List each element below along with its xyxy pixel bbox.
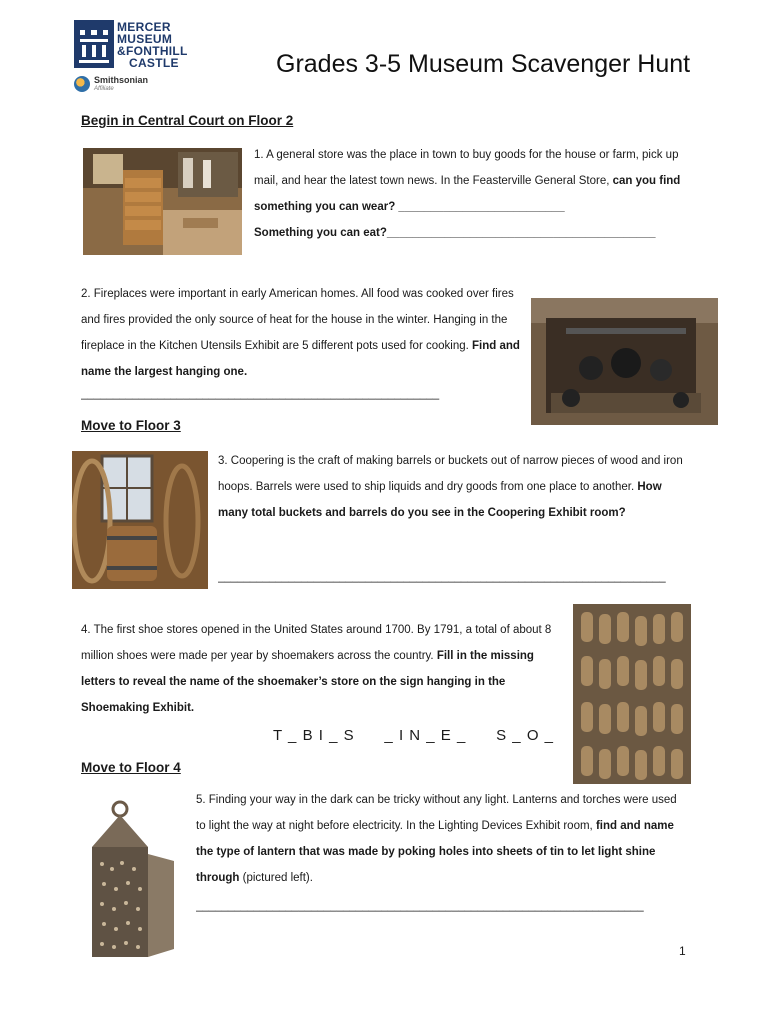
coopering-exhibit-photo [72, 451, 208, 589]
section-heading-floor-4: Move to Floor 4 [81, 760, 181, 775]
question-2-answer-line: ________________________________________________________ [81, 388, 440, 400]
question-3-text: 3. Coopering is the craft of making barrels or buckets out of narrow pieces of wood and iron hoops. Barrels were used to ship liquids and dry goods from one place to another. [218, 455, 683, 493]
question-2-text: 2. Fireplaces were important in early American homes. All food was cooked over fires and fires provided the only source of heat for the house in the winter. Hanging in the fireplace in the Kitchen Utensils Exhibit are 5 different pots used for cooking. [81, 288, 514, 352]
section-heading-floor-2: Begin in Central Court on Floor 2 [81, 113, 294, 128]
question-1-text: 1. A general store was the place in town to buy goods for the house or farm, pick up mail, and hear the latest town news. In the Feasterville General Store, [254, 149, 679, 187]
kitchen-fireplace-photo [531, 298, 718, 425]
page-title: Grades 3-5 Museum Scavenger Hunt [276, 50, 691, 78]
question-5-text: 5. Finding your way in the dark can be tricky without any light. Lanterns and torches were used to light the way at night before electricity. In the Lighting Devices Exhibit room, [196, 794, 677, 832]
question-1-prompt-wear: can you find something you can wear? __________________________ [254, 175, 681, 213]
section-heading-floor-3: Move to Floor 3 [81, 418, 181, 433]
missing-letters-puzzle: T _ B I _ S _ I N _ E _ S _ O _ [273, 727, 553, 744]
question-3-prompt: How many total buckets and barrels do you see in the Coopering Exhibit room? [218, 481, 662, 519]
question-3 [218, 448, 694, 526]
tin-lantern-photo [82, 799, 182, 967]
question-3-answer-line: ______________________________________________________________________ [218, 571, 666, 583]
affiliate-sub: Affiliate [94, 86, 114, 92]
logo-line: MUSEUM [117, 32, 173, 46]
museum-logo-castle-icon [74, 20, 114, 68]
question-4-text: 4. The first shoe stores opened in the United States around 1700. By 1791, a total of about 8 million shoes were made per year by shoemakers across the country. [81, 624, 552, 662]
page-number: 1 [679, 944, 686, 958]
smithsonian-affiliate-logo [94, 76, 148, 94]
affiliate-name: Smithsonian [94, 75, 149, 85]
question-5 [196, 787, 686, 891]
museum-logo-wordmark [117, 21, 188, 69]
question-5-prompt: find and name the type of lantern that was made by poking holes into sheets of tin to let light shine through [196, 820, 674, 884]
shoemaking-exhibit-photo [573, 604, 691, 784]
question-5-tail: (pictured left). [239, 872, 313, 884]
smithsonian-sun-icon [74, 76, 90, 92]
logo-line: CASTLE [129, 56, 179, 70]
logo-line: &FONTHILL [117, 44, 188, 58]
question-5-answer-line: ______________________________________________________________________ [196, 900, 644, 912]
logo-line: MERCER [117, 20, 171, 34]
question-1-prompt-eat: Something you can eat?__________________________________________ [254, 227, 656, 239]
question-1 [254, 142, 694, 246]
question-4-prompt: Fill in the missing letters to reveal the name of the shoemaker’s store on the sign hanging in the Shoemaking Exhibit. [81, 650, 534, 714]
question-2-prompt: Find and name the largest hanging one. [81, 340, 520, 378]
general-store-photo [83, 148, 242, 255]
question-2 [81, 281, 521, 385]
question-4 [81, 617, 566, 721]
